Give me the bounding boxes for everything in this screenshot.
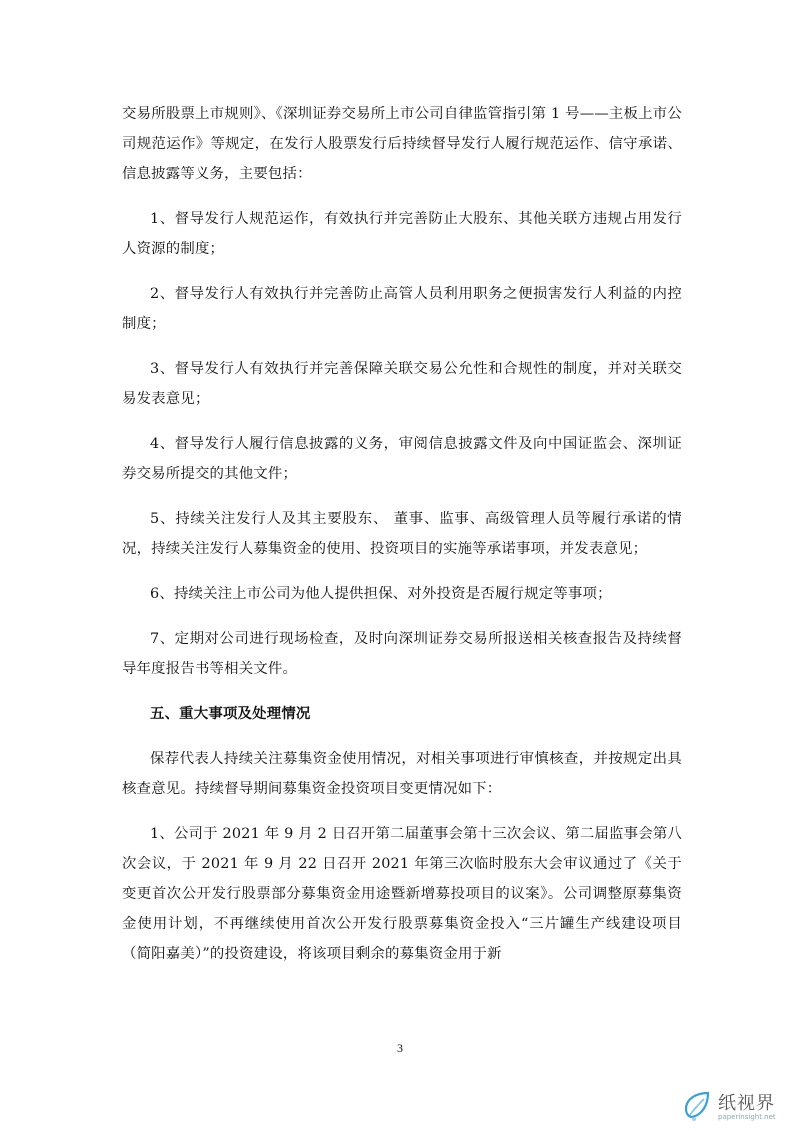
leaf-logo-icon (682, 1089, 714, 1123)
list-item-5: 5、持续关注发行人及其主要股东、 董事、监事、高级管理人员等履行承诺的情况，持续关注发行人募集资金的使用、投资项目的实施等承诺事项，并发表意见； (122, 511, 682, 557)
paragraph-intro: 交易所股票上市规则》、《深圳证券交易所上市公司自律监管指引第 1 号——主板上市公司规范运作》等规定，在发行人股票发行后持续督导发行人履行规范运作、信守承诺、信息披露等义务，主要包括： (122, 106, 682, 182)
watermark (682, 1089, 792, 1127)
list-item-1: 1、督导发行人规范运作，有效执行并完善防止大股东、其他关联方违规占用发行人资源的制度； (122, 211, 682, 257)
list-item-7: 7、定期对公司进行现场检查，及时向深圳证券交易所报送相关核查报告及持续督导年度报告书等相关文件。 (122, 631, 682, 677)
list-item-6: 6、持续关注上市公司为他人提供担保、对外投资是否履行规定等事项； (150, 586, 612, 602)
watermark-brand: 纸视界 (718, 1093, 775, 1114)
list-item-3: 3、督导发行人有效执行并完善保障关联交易公允性和合规性的制度，并对关联交易发表意见； (122, 361, 682, 407)
page-number: 3 (397, 1041, 403, 1055)
body-text (122, 99, 682, 984)
watermark-url: paperinsight.net (718, 1113, 776, 1121)
list-item-2: 2、督导发行人有效执行并完善防止高管人员利用职务之便损害发行人利益的内控制度； (122, 286, 682, 332)
paragraph-monitoring: 保荐代表人持续关注募集资金使用情况，对相关事项进行审慎核查，并按规定出具核查意见。持续督导期间募集资金投资项目变更情况如下： (122, 751, 682, 797)
section-heading: 五、重大事项及处理情况 (150, 706, 311, 722)
paragraph-change-1: 1、公司于 2021 年 9 月 2 日召开第二届董事会第十三次会议、第二届监事会第八次会议，于 2021 年 9 月 22 日召开 2021 年第三次临时股东大会审议通过了《关于变更首次公开发行股票部分募集资金用途暨新增募投项目的议案》。公司调整原募集资金使用计划，不再继续使用首次公开发行股票募集资金投入“三片罐生产线建设项目（简阳嘉美）”的投资建设，将该项目剩余的募集资金用于新 (122, 826, 682, 962)
list-item-4: 4、督导发行人履行信息披露的义务，审阅信息披露文件及向中国证监会、深圳证券交易所提交的其他文件； (122, 436, 682, 482)
